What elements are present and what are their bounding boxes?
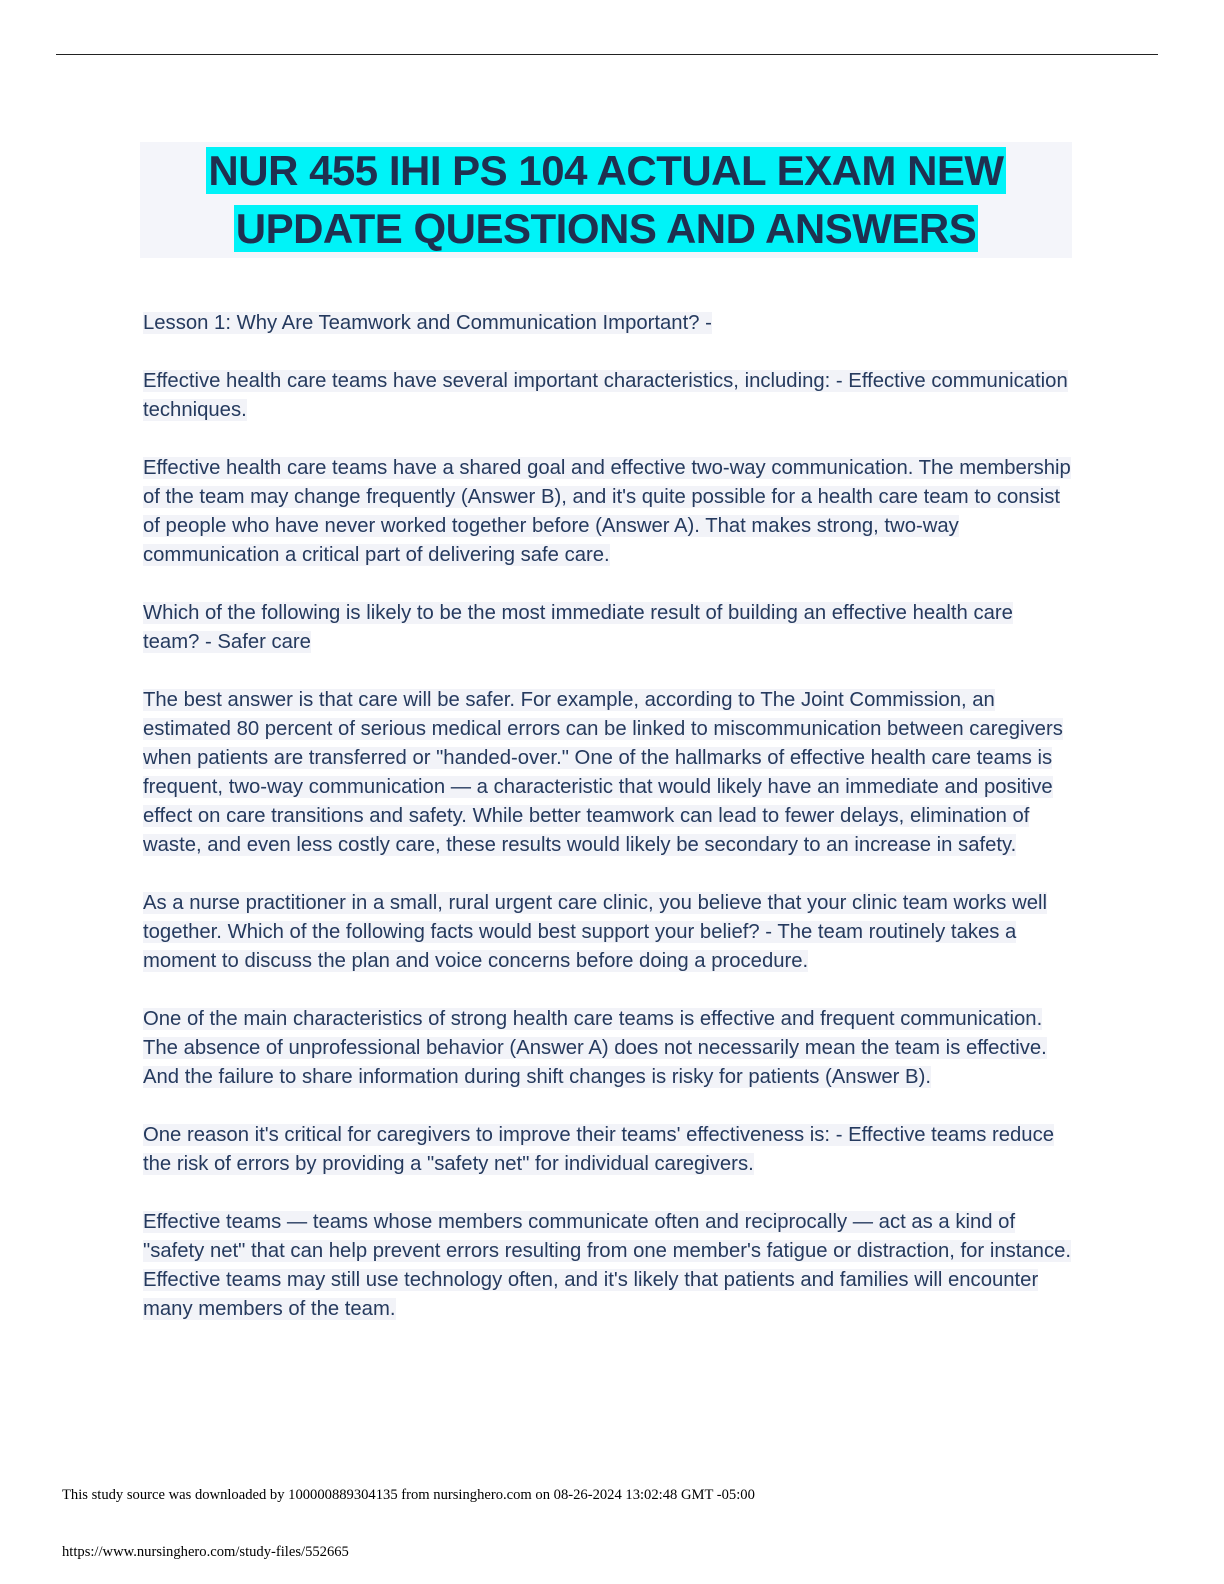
title-block [140,142,1072,258]
explanation-4: Effective teams — teams whose members communicate often and reciprocally — act as a kind of "safety net" that can help prevent errors resulting from one member's fatigue or distraction, for instance. Effective teams may still use technology often, and it's likely that patients and families will encounter many members of the team. [143,1211,1071,1320]
question-2: Which of the following is likely to be the most immediate result of building an effective health care team? - Safer care [143,602,1013,653]
download-notice: This study source was downloaded by 100000889304135 from nursinghero.com on 08-26-2024 13:02:48 GMT -05:00 [62,1487,755,1503]
source-url-link[interactable]: https://www.nursinghero.com/study-files/552665 [62,1544,349,1560]
explanation-2: The best answer is that care will be safer. For example, according to The Joint Commission, an estimated 80 percent of serious medical errors can be linked to miscommunication between caregivers when patients are transferred or "handed-over." One of the hallmarks of effective health care teams is frequent, two-way communication — a characteristic that would likely have an immediate and positive effect on care transitions and safety. While better teamwork can lead to fewer delays, elimination of waste, and even less costly care, these results would likely be secondary to an increase in safety. [143,689,1063,856]
lesson-heading: Lesson 1: Why Are Teamwork and Communication Important? - [143,312,712,334]
document-body [143,309,1073,1353]
question-3: As a nurse practitioner in a small, rural urgent care clinic, you believe that your clinic team works well together. Which of the following facts would best support your belief? - The team routinely takes a moment to discuss the plan and voice concerns before doing a procedure. [143,892,1048,972]
top-divider [56,54,1158,55]
question-4: One reason it's critical for caregivers to improve their teams' effectiveness is: - Effective teams reduce the risk of errors by providing a "safety net" for individual caregivers. [143,1124,1055,1175]
explanation-1: Effective health care teams have a shared goal and effective two-way communication. The membership of the team may change frequently (Answer B), and it's quite possible for a health care team to consist of people who have never worked together before (Answer A). That makes strong, two-way communication a critical part of delivering safe care. [143,457,1071,566]
page-title-line-1: NUR 455 IHI PS 104 ACTUAL EXAM NEW [208,147,1004,194]
question-1: Effective health care teams have several important characteristics, including: - Effective communication techniques. [143,370,1068,421]
explanation-3: One of the main characteristics of strong health care teams is effective and frequent communication. The absence of unprofessional behavior (Answer A) does not necessarily mean the team is effective. And the failure to share information during shift changes is risky for patients (Answer B). [143,1008,1047,1088]
page-title-line-2: UPDATE QUESTIONS AND ANSWERS [235,205,977,252]
